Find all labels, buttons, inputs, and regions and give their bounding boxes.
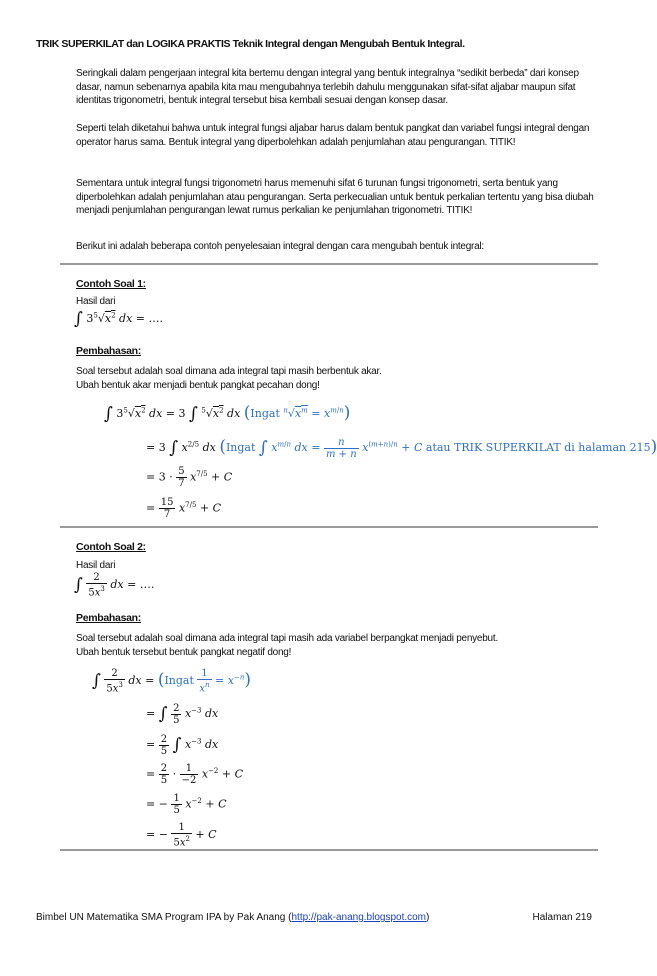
example-2-explanation-1: Soal tersebut adalah soal dimana ada integral tapi masih ada variabel berpangkat menjadi penyebut. (76, 633, 498, 644)
example-1-question: ∫ $3^5√x^2$ dx = …. (74, 309, 163, 329)
divider (60, 526, 598, 528)
example-1-heading: Contoh Soal 1: (76, 278, 146, 290)
example-1-solution-heading: Pembahasan: (76, 345, 141, 357)
example-2-step-4: = $\frac{2}{5}$ · $\frac{1}{-2}$ $x^{-2} + C$ (146, 763, 244, 786)
example-2-prompt: Hasil dari (76, 560, 116, 571)
example-2-heading: Contoh Soal 2: (76, 541, 146, 553)
example-1-step-4: = $\frac{15}{7}$ $x^{7/5} + C$ (146, 497, 222, 520)
example-1-explanation-1: Soal tersebut adalah soal dimana ada integral tapi masih berbentuk akar. (76, 366, 382, 377)
intro-paragraph-2: Seperti telah diketahui bahwa untuk integral fungsi aljabar harus dalam bentuk pangkat dan variabel fungsi integral dengan operator harus sama. Bentuk integral yang diperbolehkan adalah penjumlahan atau pengurangan. TITIK! (76, 123, 590, 148)
divider (60, 849, 598, 851)
example-2-question: ∫ $\frac{2}{5x^3}$ dx = …. (74, 572, 155, 599)
example-1-explanation-2: Ubah bentuk akar menjadi bentuk pangkat pecahan dong! (76, 380, 320, 391)
page-title: TRIK SUPERKILAT dan LOGIKA PRAKTIS Teknik Integral dengan Mengubah Bentuk Integral. (36, 38, 465, 50)
intro-paragraph-4: Berikut ini adalah beberapa contoh penyelesaian integral dengan cara mengubah bentuk integral: (76, 241, 484, 252)
example-2-step-6: = − $\frac{1}{5x^2}$ + C (146, 822, 217, 849)
intro-paragraph-3: Sementara untuk integral fungsi trigonometri harus memenuhi sifat 6 turunan fungsi trigonometri, serta bentuk yang diperbolehkan adalah penjumlahan atau pengurangan. Serta perkecualian untuk bentuk perkalian tertentu yang bisa diubah menjadi penjumlahan pengurangan lewat rumus perkalian ke penjumlahan trigonometri. TITIK! (76, 178, 594, 216)
page-footer: Bimbel UN Matematika SMA Program IPA by Pak Anang (http://pak-anang.blogspot.com) Halaman 219 (36, 912, 592, 923)
example-2-step-3: = $\frac{2}{5}$ ∫ $x^{-3}$ dx (146, 733, 219, 757)
example-1-step-1: ∫ $3^5√x^2$ dx = 3 ∫ $^5√x^2$ dx (Ingat $^n√x^m = x^{m/n}$) (104, 403, 351, 424)
divider (60, 263, 598, 265)
footer-link[interactable]: http://pak-anang.blogspot.com (291, 912, 427, 923)
example-1-prompt: Hasil dari (76, 296, 116, 307)
example-2-solution-heading: Pembahasan: (76, 612, 141, 624)
example-1-step-3: = 3 · $\frac{5}{7}$ $x^{7/5} + C$ (146, 466, 233, 489)
example-1-step-2: = 3 ∫ $x^{2/5}$ dx (Ingat ∫ $x^{m/n}$ dx = $\frac{n}{m + n}$ $x^{(m+n)/n} + C$ atau TRIK SUPERKILAT di halaman 215) (146, 436, 657, 460)
example-2-step-5: = − $\frac{1}{5}$ $x^{-2} + C$ (146, 793, 227, 816)
intro-paragraph-1: Seringkali dalam pengerjaan integral kita bertemu dengan integral yang bentuk integralnya “sedikit berbeda” dari konsep dasar, namun sebenarnya apabila kita mau mengubahnya terlebih dahulu menggunakan sifat-sifat aljabar maupun sifat identitas trigonometri, bentuk integral tersebut bisa kembali sesuai dengan konsep dasar. (76, 68, 579, 106)
page-number: Halaman 219 (532, 912, 592, 923)
example-2-step-1: ∫ $\frac{2}{5x^3}$ dx = (Ingat $\frac{1}{x^n}$ = $x^{-n}$) (92, 668, 252, 695)
footer-text: Bimbel UN Matematika SMA Program IPA by Pak Anang ( (36, 912, 292, 923)
example-2-explanation-2: Ubah bentuk tersebut bentuk pangkat negatif dong! (76, 647, 292, 658)
example-2-step-2: = ∫ $\frac{2}{5}$ $x^{-3}$ dx (146, 702, 219, 726)
